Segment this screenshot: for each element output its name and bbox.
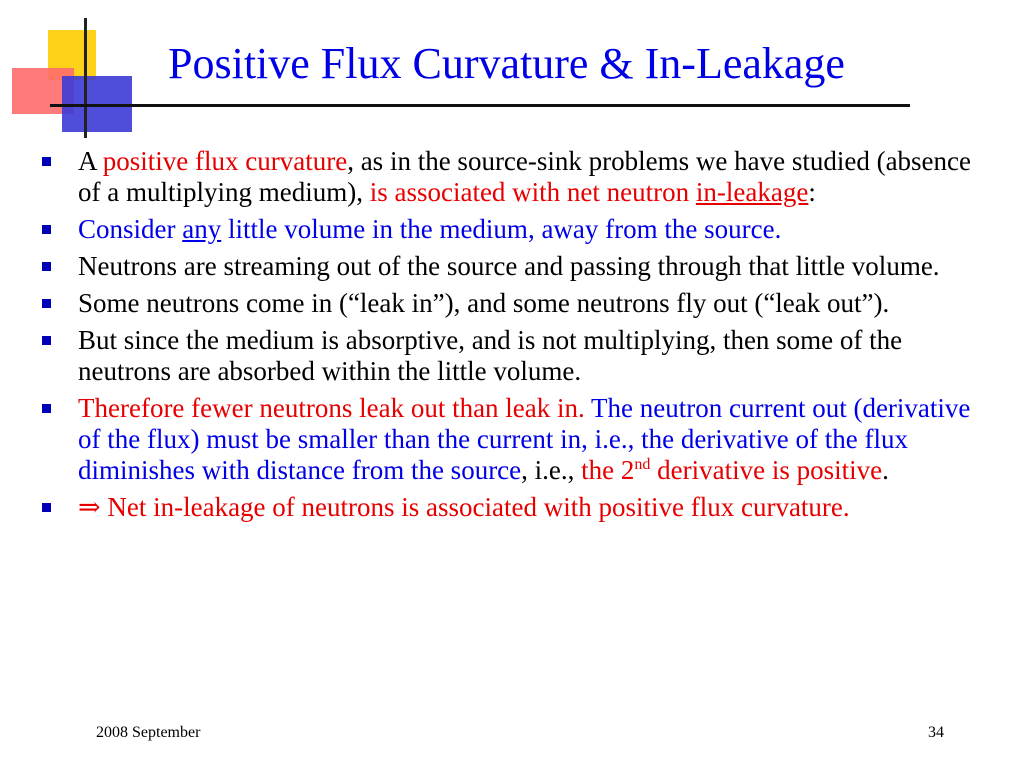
bullet-text-segment: , as in the source-sink problems we have studied (absence of a multiplying medium), (78, 146, 972, 207)
bullet-text-segment: A (78, 146, 103, 176)
bullet-text-segment: derivative is positive (650, 455, 883, 485)
square-bullet-icon (42, 262, 51, 271)
bullet-text-segment: ⇒ Net in-leakage of neutrons is associated with positive flux curvature. (78, 492, 850, 522)
page-title: Positive Flux Curvature & In-Leakage (168, 39, 845, 88)
bullet-text-segment: little volume in the medium, away from the source. (221, 214, 782, 244)
bullet-text-segment: But since the medium is absorptive, and is not multiplying, then some of the neutrons are absorbed within the little volume. (78, 325, 903, 386)
bullet-text-segment: , i.e., (521, 455, 582, 485)
square-bullet-icon (42, 299, 51, 308)
bullet-text-segment: in-leakage (695, 177, 809, 207)
square-bullet-icon (42, 225, 51, 234)
square-bullet-icon (42, 503, 51, 512)
bullet-text-segment: nd (634, 456, 651, 473)
footer-date: 2008 September (96, 724, 201, 741)
bullet-text-segment: The neutron current out (derivative of the flux) must be smaller than the current in, i.e., the derivative of the flux diminishes with distance from the source (78, 393, 971, 485)
square-bullet-icon (42, 336, 51, 345)
decorative-logo-icon (0, 0, 150, 140)
bullet-item (40, 288, 980, 319)
bullet-text-segment: Some neutrons come in (“leak in”), and some neutrons fly out (“leak out”). (78, 288, 890, 318)
bullet-list (40, 146, 980, 529)
square-bullet-icon (42, 404, 51, 413)
bullet-text-segment: . (882, 455, 889, 485)
bullet-text-segment: Neutrons are streaming out of the source and passing through that little volume. (78, 251, 940, 281)
bullet-item (40, 251, 980, 282)
square-bullet-icon (42, 157, 51, 166)
bullet-item (40, 146, 980, 208)
bullet-text-segment: is associated with net neutron (369, 177, 696, 207)
bullet-text-segment: the 2 (581, 455, 635, 485)
bullet-item (40, 214, 980, 245)
bullet-text-segment: : (808, 177, 816, 207)
bullet-item (40, 393, 980, 486)
bullet-text-segment: Therefore fewer neutrons leak out than leak in. (78, 393, 592, 423)
title-divider (50, 104, 910, 107)
bullet-item (40, 325, 980, 387)
bullet-text-segment: any (182, 214, 222, 244)
bullet-text-segment: Consider (78, 214, 183, 244)
bullet-text-segment: positive flux curvature (102, 146, 348, 176)
page-number: 34 (928, 724, 944, 741)
bullet-item (40, 492, 980, 523)
